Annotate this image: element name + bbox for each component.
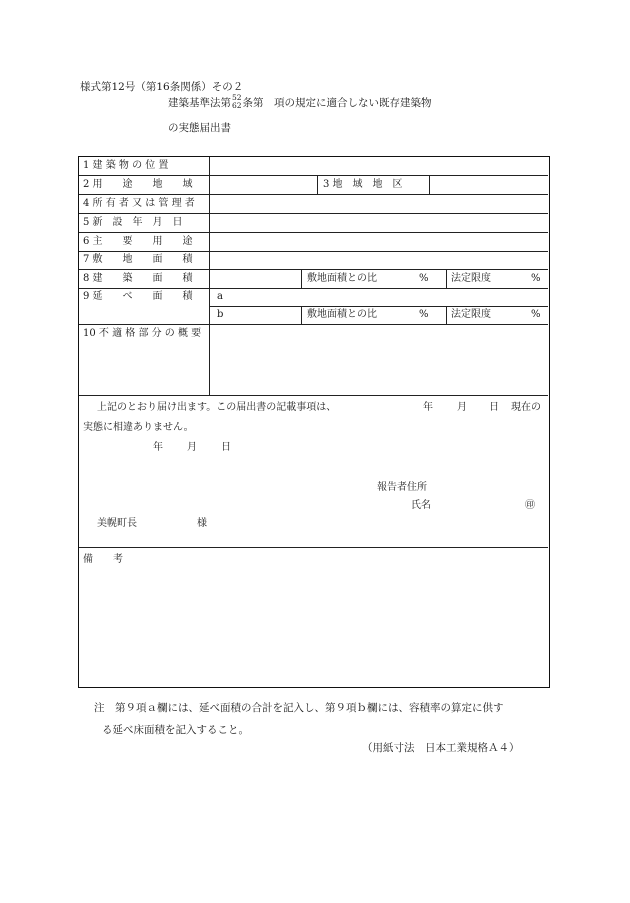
row-owner-manager: 4 所 有 者 又 は 管 理 者: [83, 198, 195, 209]
reporter-name-label: 氏名: [411, 500, 431, 511]
building-area-ratio-unit: %: [419, 273, 429, 284]
total-floor-area-a: a: [217, 291, 223, 302]
row-building-location: 1 建 築 物 の 位 置: [83, 160, 169, 171]
date-day: 日: [221, 442, 231, 453]
honorific: 様: [197, 518, 207, 529]
row-main-use: 6 主 要 用 途: [83, 236, 193, 247]
addressee: 美幌町長: [97, 518, 137, 529]
paper-size-note: （用紙寸法 日本工業規格Ａ４）: [362, 742, 520, 754]
total-floor-area-b: b: [217, 309, 224, 320]
row-building-area: 8 建 築 面 積: [83, 273, 193, 284]
form-title-line2: の実態届出書: [168, 122, 231, 134]
date-year: 年: [153, 442, 163, 453]
declaration-day: 日: [489, 402, 499, 413]
article-number-stack: [232, 94, 242, 110]
floor-area-limit-label: 法定限度: [451, 309, 491, 320]
date-month: 月: [187, 442, 197, 453]
row-site-area: 7 敷 地 面 積: [83, 254, 193, 265]
declaration-line1: 上記のとおり届け出ます。この届出書の記載事項は、: [97, 402, 337, 413]
reporter-address-label: 報告者住所: [377, 482, 427, 493]
building-area-ratio-label: 敷地面積との比: [307, 273, 377, 284]
floor-area-ratio-unit: %: [419, 309, 429, 320]
floor-area-limit-unit: %: [531, 309, 541, 320]
building-area-limit-label: 法定限度: [451, 273, 491, 284]
article-top: 52: [232, 93, 242, 102]
note-line1: 注 第９項ａ欄には、延べ面積の合計を記入し、第９項ｂ欄には、容積率の算定に供す: [94, 702, 504, 714]
row-total-floor-area: 9 延 べ 面 積: [83, 291, 193, 302]
title-post: 条第 項の規定に適合しない既存建築物: [242, 96, 432, 109]
floor-area-ratio-label: 敷地面積との比: [307, 309, 377, 320]
form-number: 様式第12号（第16条関係）その２: [80, 81, 244, 93]
row-use-zone: 2 用 途 地 域: [83, 179, 193, 190]
form-table: [78, 156, 550, 688]
form-title: [168, 94, 432, 110]
title-pre: 建築基準法第: [168, 96, 231, 109]
declaration-year: 年: [423, 402, 433, 413]
building-area-limit-unit: %: [531, 273, 541, 284]
declaration-month: 月: [457, 402, 467, 413]
article-bottom: 62: [232, 101, 242, 110]
note-line2: る延べ床面積を記入すること。: [102, 724, 249, 736]
row-construction-date: 5 新 設 年 月 日: [83, 217, 183, 228]
declaration-line2: 実態に相違ありません。: [83, 422, 194, 433]
remarks-label: 備 考: [83, 554, 123, 565]
row-zone-district: 3 地 域 地 区: [323, 179, 403, 190]
declaration-current: 現在の: [511, 402, 541, 413]
seal-mark: ㊞: [525, 500, 535, 511]
row-nonconforming-summary: 10 不 適 格 部 分 の 概 要: [83, 328, 202, 339]
